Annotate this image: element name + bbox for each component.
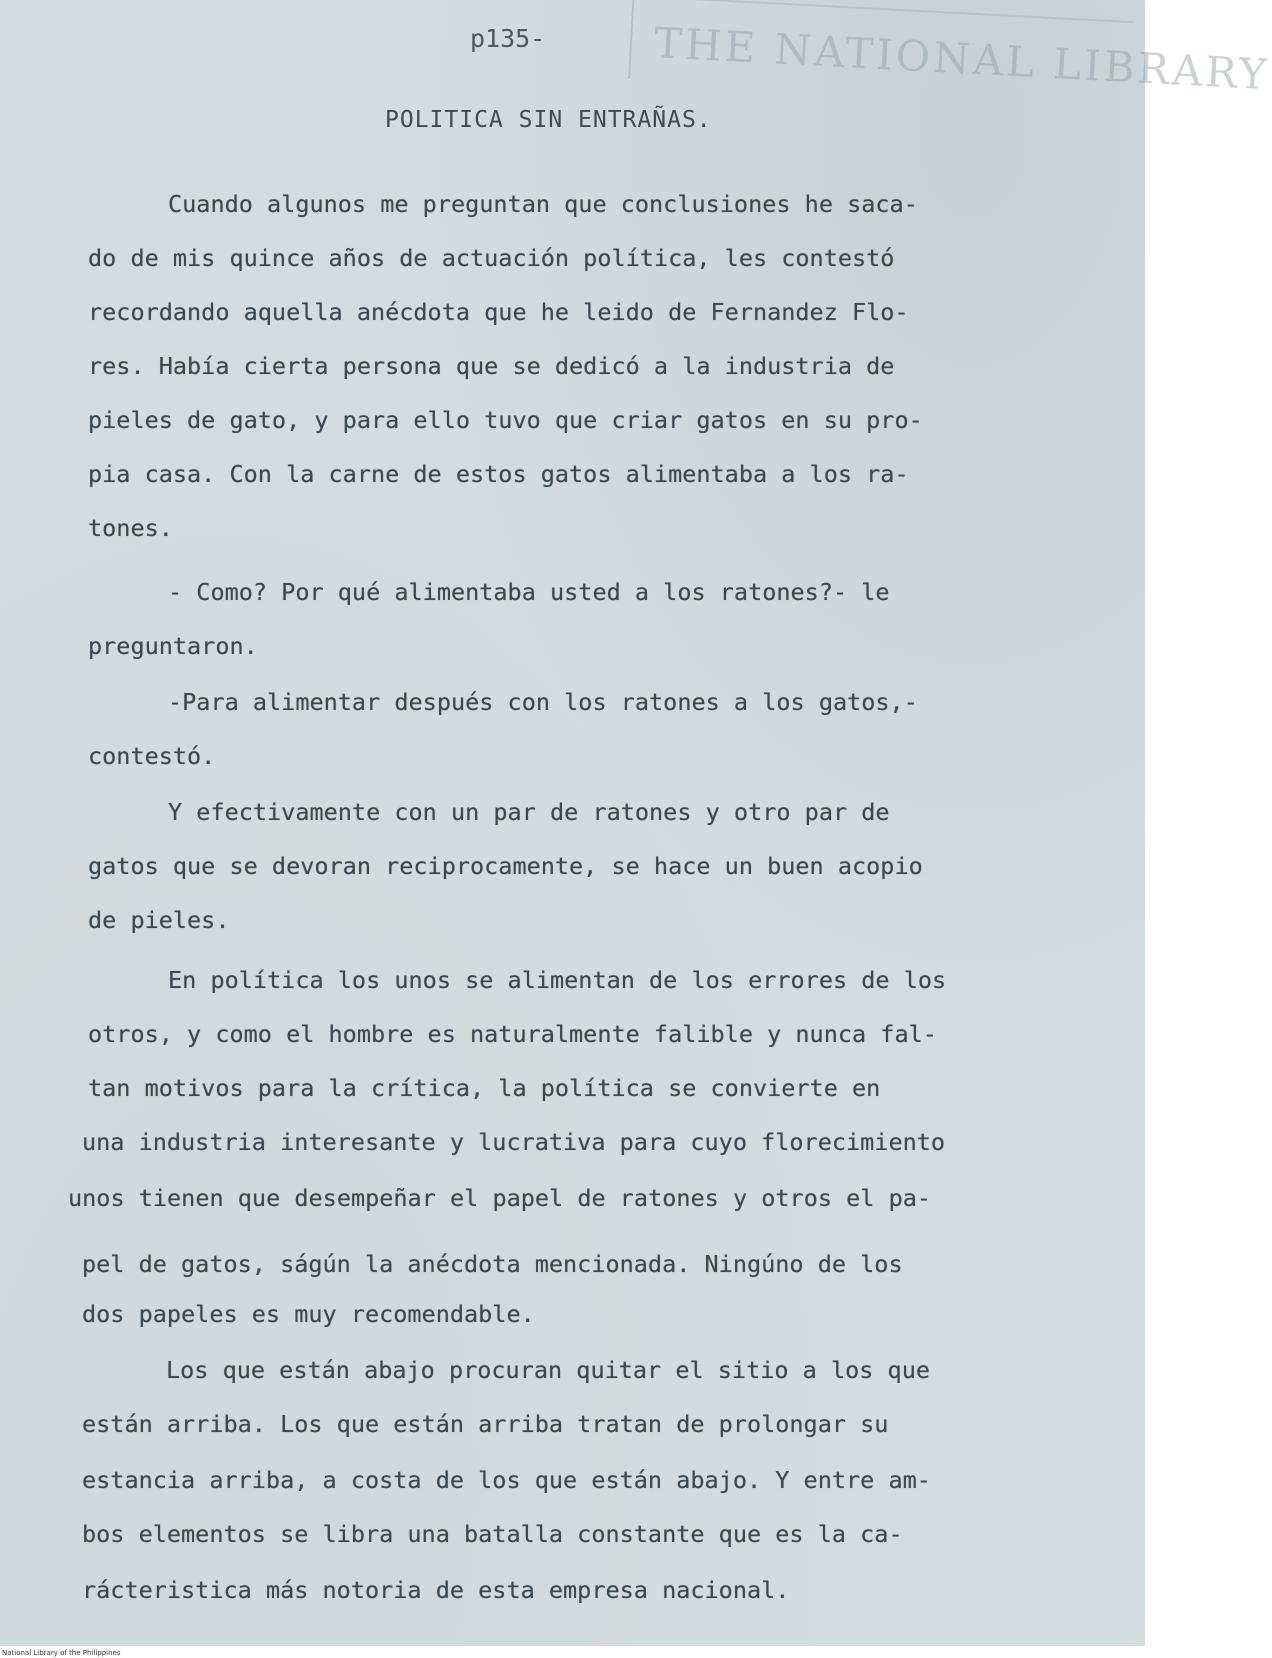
text-line: gatos que se devoran reciprocamente, se hace un buen acopio: [88, 852, 923, 880]
page-number: p135-: [470, 24, 546, 53]
text-line: contestó.: [88, 742, 216, 770]
text-line: Cuando algunos me preguntan que conclusiones he saca-: [168, 190, 918, 218]
text-line: -Para alimentar después con los ratones a los gatos,-: [168, 688, 918, 716]
text-line: pel de gatos, ságún la anécdota mencionada. Ningúno de los: [82, 1250, 903, 1278]
library-stamp-text: THE NATIONAL LIBRARY: [652, 18, 1271, 100]
text-line: Y efectivamente con un par de ratones y otro par de: [168, 798, 890, 826]
text-line: rácteristica más notoria de esta empresa nacional.: [82, 1576, 790, 1604]
text-line: otros, y como el hombre es naturalmente falible y nunca fal-: [88, 1020, 937, 1048]
page-title: POLITICA SIN ENTRAÑAS.: [385, 107, 712, 133]
text-line: tones.: [88, 514, 173, 542]
text-line: - Como? Por qué alimentaba usted a los ratones?- le: [168, 578, 890, 606]
library-stamp: [628, 0, 1271, 105]
text-line: unos tienen que desempeñar el papel de ratones y otros el pa-: [68, 1184, 932, 1212]
text-line: están arriba. Los que están arriba tratan de prolongar su: [82, 1410, 889, 1438]
text-line: una industria interesante y lucrativa para cuyo florecimiento: [82, 1128, 946, 1156]
text-line: pia casa. Con la carne de estos gatos alimentaba a los ra-: [88, 460, 909, 488]
text-line: estancia arriba, a costa de los que están abajo. Y entre am-: [82, 1466, 931, 1494]
text-line: recordando aquella anécdota que he leido de Fernandez Flo-: [88, 298, 909, 326]
text-line: En política los unos se alimentan de los errores de los: [168, 966, 947, 994]
text-line: de pieles.: [88, 906, 230, 934]
text-line: dos papeles es muy recomendable.: [82, 1300, 535, 1328]
footer-credit: National Library of the Philippines: [0, 1648, 1145, 1658]
text-line: preguntaron.: [88, 632, 258, 660]
text-line: Los que están abajo procuran quitar el sitio a los que: [166, 1356, 931, 1384]
text-line: pieles de gato, y para ello tuvo que criar gatos en su pro-: [88, 406, 923, 434]
text-line: res. Había cierta persona que se dedicó a la industria de: [88, 352, 895, 380]
text-line: bos elementos se libra una batalla constante que es la ca-: [82, 1520, 903, 1548]
text-line: do de mis quince años de actuación política, les contestó: [88, 244, 895, 272]
text-line: tan motivos para la crítica, la política se convierte en: [88, 1074, 881, 1102]
